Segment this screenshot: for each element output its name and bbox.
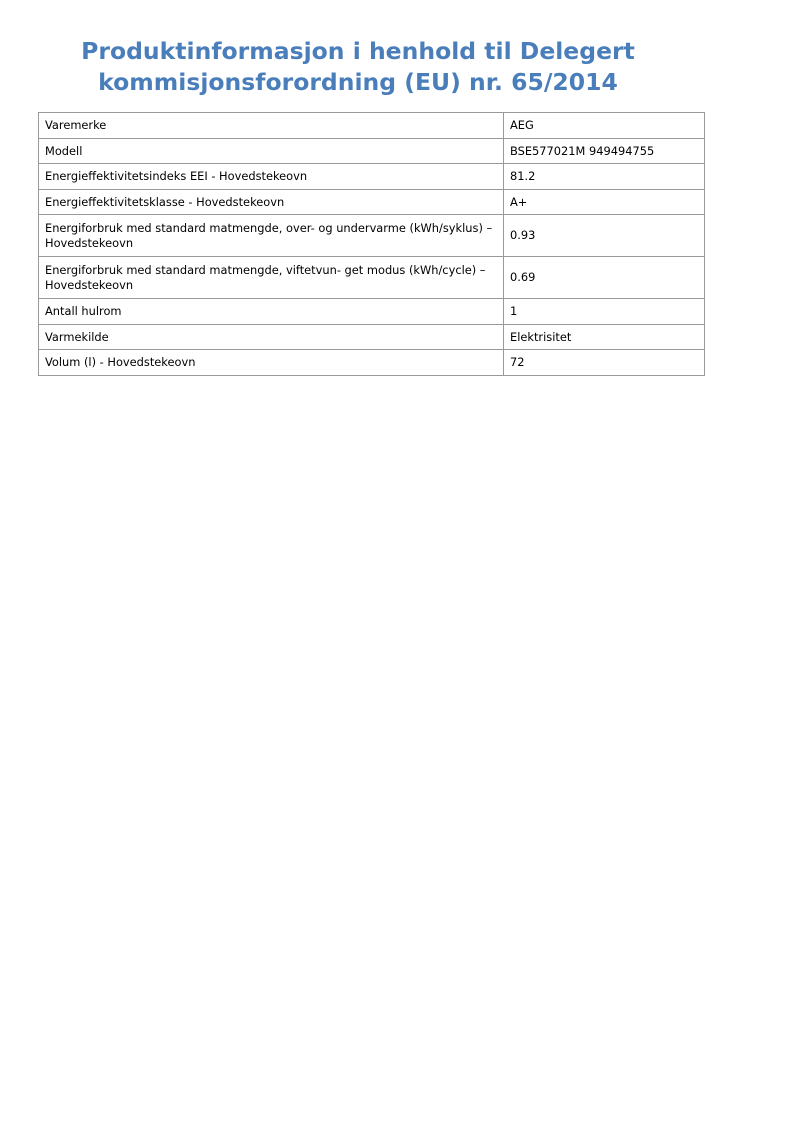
table-cell-label: Energiforbruk med standard matmengde, viftetvun- get modus (kWh/cycle) – Hovedstekeovn — [39, 257, 504, 299]
table-cell-value: AEG — [504, 113, 705, 139]
table-cell-label: Varmekilde — [39, 324, 504, 350]
table-cell-value: Elektrisitet — [504, 324, 705, 350]
table-cell-label: Energieffektivitetsindeks EEI - Hovedstekeovn — [39, 164, 504, 190]
table-row — [39, 350, 705, 376]
table-cell-label: Volum (l) - Hovedstekeovn — [39, 350, 504, 376]
table-cell-label: Antall hulrom — [39, 299, 504, 325]
table-cell-value: 81.2 — [504, 164, 705, 190]
table-row — [39, 324, 705, 350]
table-cell-value: 1 — [504, 299, 705, 325]
table-row — [39, 299, 705, 325]
product-information-table — [38, 112, 705, 376]
table-cell-label: Varemerke — [39, 113, 504, 139]
table-row — [39, 138, 705, 164]
table-row — [39, 189, 705, 215]
table-row — [39, 215, 705, 257]
table-cell-label: Energieffektivitetsklasse - Hovedstekeovn — [39, 189, 504, 215]
table-cell-value: A+ — [504, 189, 705, 215]
table-body — [39, 113, 705, 376]
table-cell-label: Energiforbruk med standard matmengde, over- og undervarme (kWh/syklus) – Hovedstekeovn — [39, 215, 504, 257]
table-row — [39, 113, 705, 139]
table-cell-label: Modell — [39, 138, 504, 164]
table-row — [39, 164, 705, 190]
table-cell-value: BSE577021M 949494755 — [504, 138, 705, 164]
table-row — [39, 257, 705, 299]
table-cell-value: 0.69 — [504, 257, 705, 299]
table-cell-value: 72 — [504, 350, 705, 376]
page-title: Produktinformasjon i henhold til Delegert kommisjonsforordning (EU) nr. 65/2014 — [81, 37, 635, 96]
table-cell-value: 0.93 — [504, 215, 705, 257]
